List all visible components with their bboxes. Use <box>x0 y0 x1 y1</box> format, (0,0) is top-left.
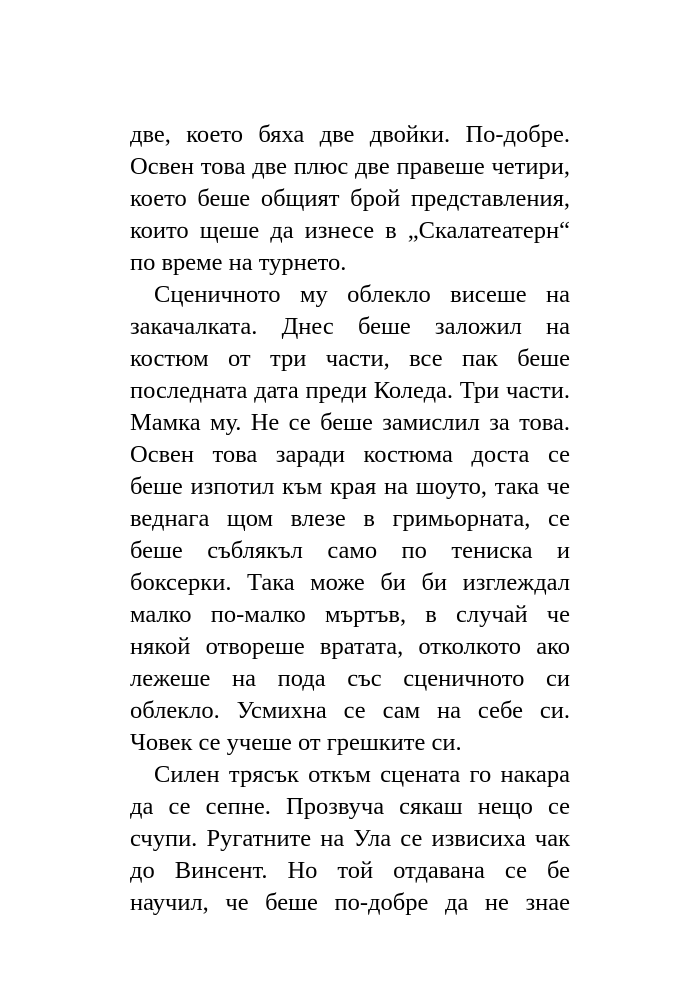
text-line: научил, че беше по-добре да не знае <box>130 889 570 916</box>
paragraph-1 <box>130 119 570 279</box>
paragraph-2 <box>130 279 570 759</box>
body-text <box>130 119 570 919</box>
text-line: последната дата преди Коледа. Три части. <box>130 377 570 404</box>
text-line: малко по-малко мъртъв, в случай че <box>130 601 570 628</box>
text-line: които щеше да изнесе в „Скалатеатерн“ <box>130 217 570 244</box>
text-line: Мамка му. Не се беше замислил за това. <box>130 409 570 436</box>
text-line: беше изпотил към края на шоуто, така че <box>130 473 570 500</box>
text-line: по време на турнето. <box>130 249 347 276</box>
text-line: Сценичното му облекло висеше на <box>154 281 570 308</box>
text-line: лежеше на пода със сценичното си <box>130 665 570 692</box>
text-line: Човек се учеше от грешките си. <box>130 729 462 756</box>
text-line: счупи. Ругатните на Ула се извисиха чак <box>130 825 570 852</box>
paragraph-3 <box>130 759 570 919</box>
text-line: Освен това заради костюма доста се <box>130 441 570 468</box>
text-line: беше съблякъл само по тениска и <box>130 537 570 564</box>
text-line: две, което бяха две двойки. По-добре. <box>130 121 570 148</box>
text-line: някой отвореше вратата, отколкото ако <box>130 633 570 660</box>
text-line: облекло. Усмихна се сам на себе си. <box>130 697 570 724</box>
text-line: костюм от три части, все пак беше <box>130 345 570 372</box>
text-line: Силен трясък откъм сцената го накара <box>154 761 570 788</box>
text-line: което беше общият брой представления, <box>130 185 570 212</box>
text-line: Освен това две плюс две правеше четири, <box>130 153 570 180</box>
text-line: до Винсент. Но той отдавана се бе <box>130 857 570 884</box>
text-line: веднага щом влезе в гримьорната, се <box>130 505 570 532</box>
text-line: боксерки. Така може би би изглеждал <box>130 569 570 596</box>
text-line: да се сепне. Прозвуча сякаш нещо се <box>130 793 570 820</box>
text-line: закачалката. Днес беше заложил на <box>130 313 570 340</box>
